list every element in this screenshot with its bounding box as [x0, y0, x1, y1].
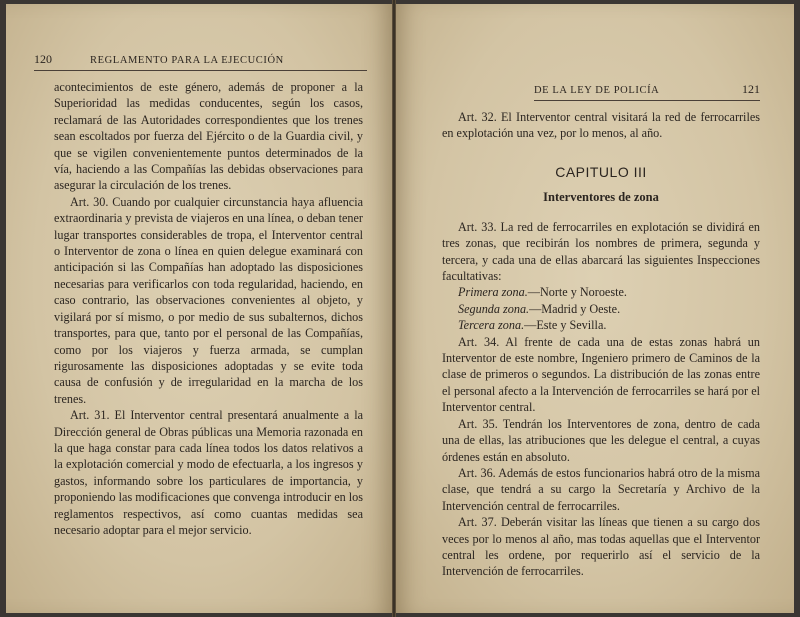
left-page-text — [54, 79, 363, 538]
zone-name: Primera zona. — [458, 285, 528, 300]
zone-desc: —Este y Sevilla. — [524, 318, 607, 333]
zone-desc: —Madrid y Oeste. — [529, 301, 621, 316]
article-31: Art. 31. El Interventor central presentará anualmente a la Dirección general de Obras públicas una Memoria razonada en la que haga constar para cada línea todos los datos relativos a la explotación comercial y modo de efectuarla, a los ingresos y gastos, informando sobre los particulares de importancia, y proponiendo las modificaciones que convenga introducir en los reglamentos respectivos, así como cuantas medidas sea necesario adoptar para el mejor servicio. — [54, 408, 364, 537]
article-30: Art. 30. Cuando por cualquier circunstancia haya afluencia extraordinaria y prevista de viajeros en una línea, o deban tener lugar transportes considerables de tropa, el Interventor central o Interventor de zona o línea en quien delegue examinará con anticipación si las Compañías han adoptado las disposiciones necesarias para verificarlos con toda regularidad, haciendo, en caso contrario, las observaciones convenientes al objeto, y vigilará por sí mismo, o por medio de sus subalternos, dichos transportes, para que, tanto por el personal de las Compañías, como por los viajeros y fuerza armada, se cumplan rigurosamente las disposiciones adoptadas y se evite toda causa de confusión y de irregularidad en la marcha de los trenes. — [54, 194, 363, 406]
article-33: Art. 33. La red de ferrocarriles en explotación se dividirá en tres zonas, que recibirán los nombres de primera, segunda y tercera, y cada una de ellas abarcará las siguientes Inspecciones facultativas: — [442, 219, 760, 284]
chapter-title: CAPITULO III — [555, 163, 647, 180]
zone-item — [442, 317, 760, 333]
right-page-text — [442, 109, 760, 580]
zone-item — [442, 284, 760, 300]
zone-name: Tercera zona. — [458, 318, 525, 333]
zone-name: Segunda zona. — [458, 301, 530, 316]
right-page-number: 121 — [742, 82, 760, 96]
left-page — [6, 4, 394, 613]
article-35: Art. 35. Tendrán los Interventores de zona, dentro de cada una de ellas, las atribuciones que les delegue el central, a cuyas órdenes están en absoluto. — [442, 416, 760, 464]
book-spread — [6, 4, 794, 613]
article-34: Art. 34. Al frente de cada una de estas zonas habrá un Interventor de este nombre, Ingeniero primero de Caminos de la clase de primeros o segundos. La distribución de las zonas entre el personal afecto a la Intervención de ferrocarriles se hará por el Interventor central. — [442, 334, 760, 415]
article-37: Art. 37. Deberán visitar las líneas que tienen a su cargo dos veces por lo menos al año, mas todas aquellas que el Interventor central les ordene, por requerirlo así el servicio de la Intervención de ferrocarriles. — [442, 515, 760, 579]
left-running-head — [34, 52, 367, 71]
article-36: Art. 36. Además de estos funcionarios habrá otro de la misma clase, que tendrá a su cargo la Secretaría y Archivo de la Intervención central de ferrocarriles. — [442, 465, 760, 513]
paragraph-continuation: acontecimientos de este género, además de proponer a la Superioridad las medidas conducentes, según los casos, reclamará de las Autoridades correspondientes que los trenes sean escoltados por fuerza del Ejército o de la Guardia civil, y que se vigilen convenientemente puntos determinados de la vía, haciendo a las Compañías las debidas observaciones para asegurar la circulación de los trenes. — [54, 80, 363, 193]
right-header-title: DE LA LEY DE POLICÍA — [534, 85, 660, 96]
right-running-head — [534, 82, 760, 101]
left-page-number: 120 — [34, 52, 52, 66]
book-spine — [392, 0, 396, 617]
zone-item — [442, 301, 760, 317]
chapter-subtitle: Interventores de zona — [543, 189, 659, 204]
right-page — [394, 4, 794, 613]
article-32: Art. 32. El Interventor central visitará la red de ferrocarriles en explotación una vez, por lo menos, al año. — [442, 110, 760, 141]
left-header-title: REGLAMENTO PARA LA EJECUCIÓN — [90, 55, 284, 66]
zone-desc: —Norte y Noroeste. — [527, 285, 627, 300]
